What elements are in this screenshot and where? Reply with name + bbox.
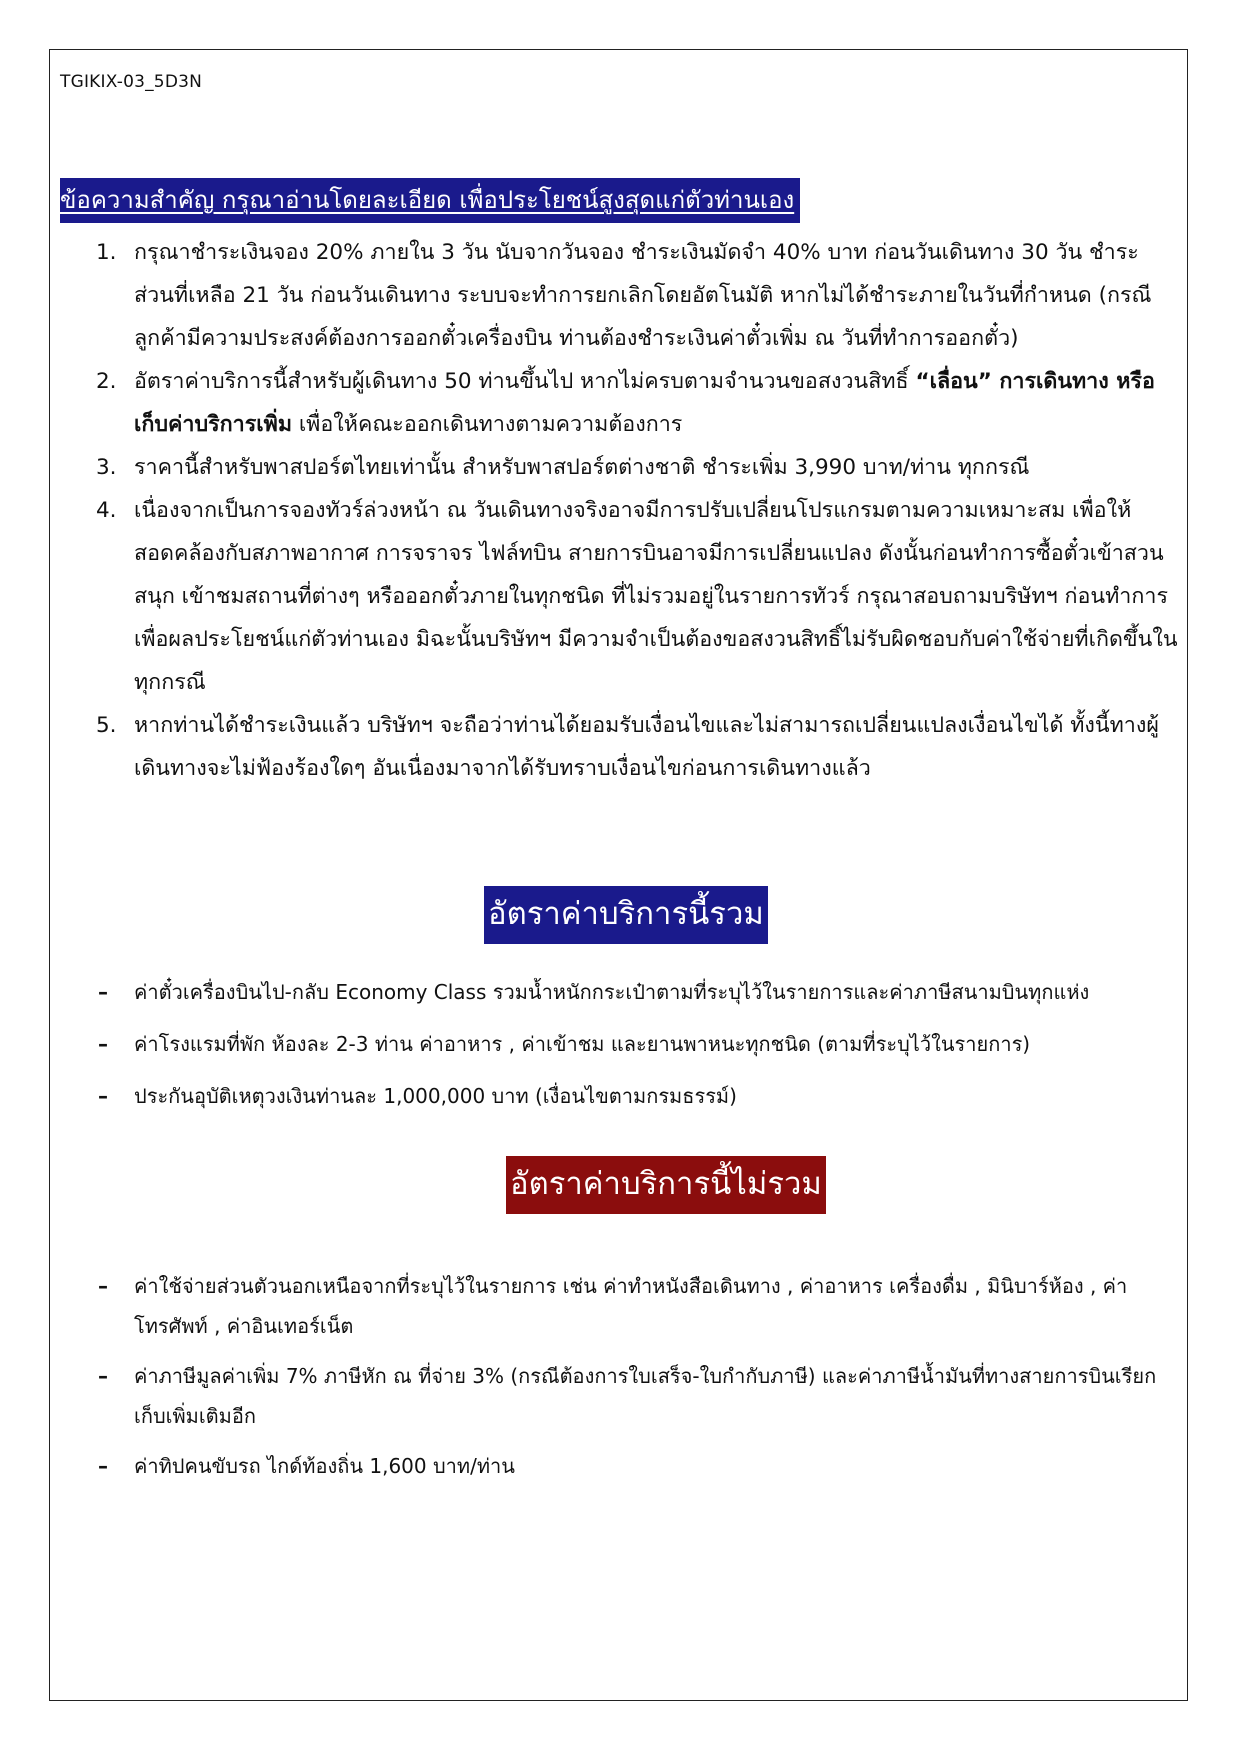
dash-bullet: –: [98, 1032, 108, 1056]
note-text: กรุณาชำระเงินจอง 20% ภายใน 3 วัน นับจากวันจอง ชำระเงินมัดจำ 40% บาท ก่อนวันเดินทาง 30 วัน ชำระส่วนที่เหลือ 21 วัน ก่อนวันเดินทาง ระบบจะทำการยกเลิกโดยอัตโนมัติ หากไม่ได้ชำระภายในวันที่กำหนด (กรณีลูกค้ามีความประสงค์ต้องการออกตั๋วเครื่องบิน ท่านต้องชำระเงินค่าตั๋วเพิ่ม ณ วันที่ทำการออกตั๋ว): [134, 240, 1152, 351]
note-item: [92, 231, 1178, 360]
excluded-items-list: [92, 1266, 1178, 1496]
note-text: อัตราค่าบริการนี้สำหรับผู้เดินทาง 50 ท่านขึ้นไป หากไม่ครบตามจำนวนขอสงวนสิทธิ์: [134, 369, 916, 394]
note-item: [92, 489, 1178, 704]
excluded-item-text: ค่าใช้จ่ายส่วนตัวนอกเหนือจากที่ระบุไว้ในรายการ เช่น ค่าทำหนังสือเดินทาง , ค่าอาหาร เครื่องดื่ม , มินิบาร์ห้อง , ค่าโทรศัพท์ , ค่าอินเทอร์เน็ต: [134, 1274, 1128, 1338]
excluded-item: [92, 1266, 1178, 1346]
note-text: เนื่องจากเป็นการจองทัวร์ล่วงหน้า ณ วันเดินทางจริงอาจมีการปรับเปลี่ยนโปรแกรมตามความเหมาะสม เพื่อให้สอดคล้องกับสภาพอากาศ การจราจร ไฟล์ทบิน สายการบินอาจมีการเปลี่ยนแปลง ดังนั้นก่อนทำการซื้อตั๋วเข้าสวนสนุก เข้าชมสถานที่ต่างๆ หรือออกตั๋วภายในทุกชนิด ที่ไม่รวมอยู่ในรายการทัวร์ กรุณาสอบถามบริษัทฯ ก่อนทำการ เพื่อผลประโยชน์แก่ตัวท่านเอง มิฉะนั้นบริษัทฯ มีความจำเป็นต้องขอสงวนสิทธิ์ไม่รับผิดชอบกับค่าใช้จ่ายที่เกิดขึ้นในทุกกรณี: [134, 498, 1178, 695]
note-item: [92, 704, 1178, 790]
dash-bullet: –: [98, 1274, 108, 1298]
excluded-item-text: ค่าภาษีมูลค่าเพิ่ม 7% ภาษีหัก ณ ที่จ่าย 3% (กรณีต้องการใบเสร็จ-ใบกำกับภาษี) และค่าภาษีน้ำมันที่ทางสายการบินเรียกเก็บเพิ่มเติมอีก: [134, 1364, 1157, 1428]
excluded-item: [92, 1356, 1178, 1436]
excluded-section-title: อัตราค่าบริการนี้ไม่รวม: [506, 1156, 826, 1214]
note-number: 3.: [96, 455, 117, 480]
note-number: 4.: [96, 498, 117, 523]
note-item: [92, 360, 1178, 446]
dash-bullet: –: [98, 1364, 108, 1388]
important-notice-heading: ข้อความสำคัญ กรุณาอ่านโดยละเอียด เพื่อประโยชน์สูงสุดแก่ตัวท่านเอง: [60, 178, 800, 223]
note-text: ราคานี้สำหรับพาสปอร์ตไทยเท่านั้น สำหรับพาสปอร์ตต่างชาติ ชำระเพิ่ม 3,990 บาท/ท่าน ทุกกรณี: [134, 455, 1030, 480]
included-item-text: ค่าโรงแรมที่พัก ห้องละ 2-3 ท่าน ค่าอาหาร , ค่าเข้าชม และยานพาหนะทุกชนิด (ตามที่ระบุไว้ในรายการ): [134, 1032, 1031, 1056]
included-item-text: ประกันอุบัติเหตุวงเงินท่านละ 1,000,000 บาท (เงื่อนไขตามกรมธรรม์): [134, 1084, 737, 1108]
note-number: 2.: [96, 369, 117, 394]
excluded-item: [92, 1446, 1178, 1486]
note-number: 5.: [96, 713, 117, 738]
dash-bullet: –: [98, 980, 108, 1004]
included-item-text: ค่าตั๋วเครื่องบินไป-กลับ Economy Class รวมน้ำหนักกระเป๋าตามที่ระบุไว้ในรายการและค่าภาษีสนามบินทุกแห่ง: [134, 980, 1090, 1004]
document-code: TGIKIX-03_5D3N: [60, 72, 203, 92]
dash-bullet: –: [98, 1454, 108, 1478]
included-item: [92, 1076, 1178, 1116]
included-item: [92, 972, 1178, 1012]
dash-bullet: –: [98, 1084, 108, 1108]
note-number: 1.: [96, 240, 117, 265]
excluded-item-text: ค่าทิปคนขับรถ ไกด์ท้องถิ่น 1,600 บาท/ท่าน: [134, 1454, 515, 1478]
included-item: [92, 1024, 1178, 1064]
included-section-title: อัตราค่าบริการนี้รวม: [484, 886, 768, 944]
note-text: เพื่อให้คณะออกเดินทางตามความต้องการ: [292, 412, 683, 437]
included-items-list: [92, 972, 1178, 1128]
note-text-emphasis: “เลื่อน” การเดินทาง หรือ เก็บค่าบริการเพิ่ม: [134, 369, 1155, 437]
note-item: [92, 446, 1178, 489]
note-text: หากท่านได้ชำระเงินแล้ว บริษัทฯ จะถือว่าท่านได้ยอมรับเงื่อนไขและไม่สามารถเปลี่ยนแปลงเงื่อนไขได้ ทั้งนี้ทางผู้เดินทางจะไม่ฟ้องร้องใดๆ อันเนื่องมาจากได้รับทราบเงื่อนไขก่อนการเดินทางแล้ว: [134, 713, 1159, 781]
important-notes-list: [92, 231, 1178, 790]
